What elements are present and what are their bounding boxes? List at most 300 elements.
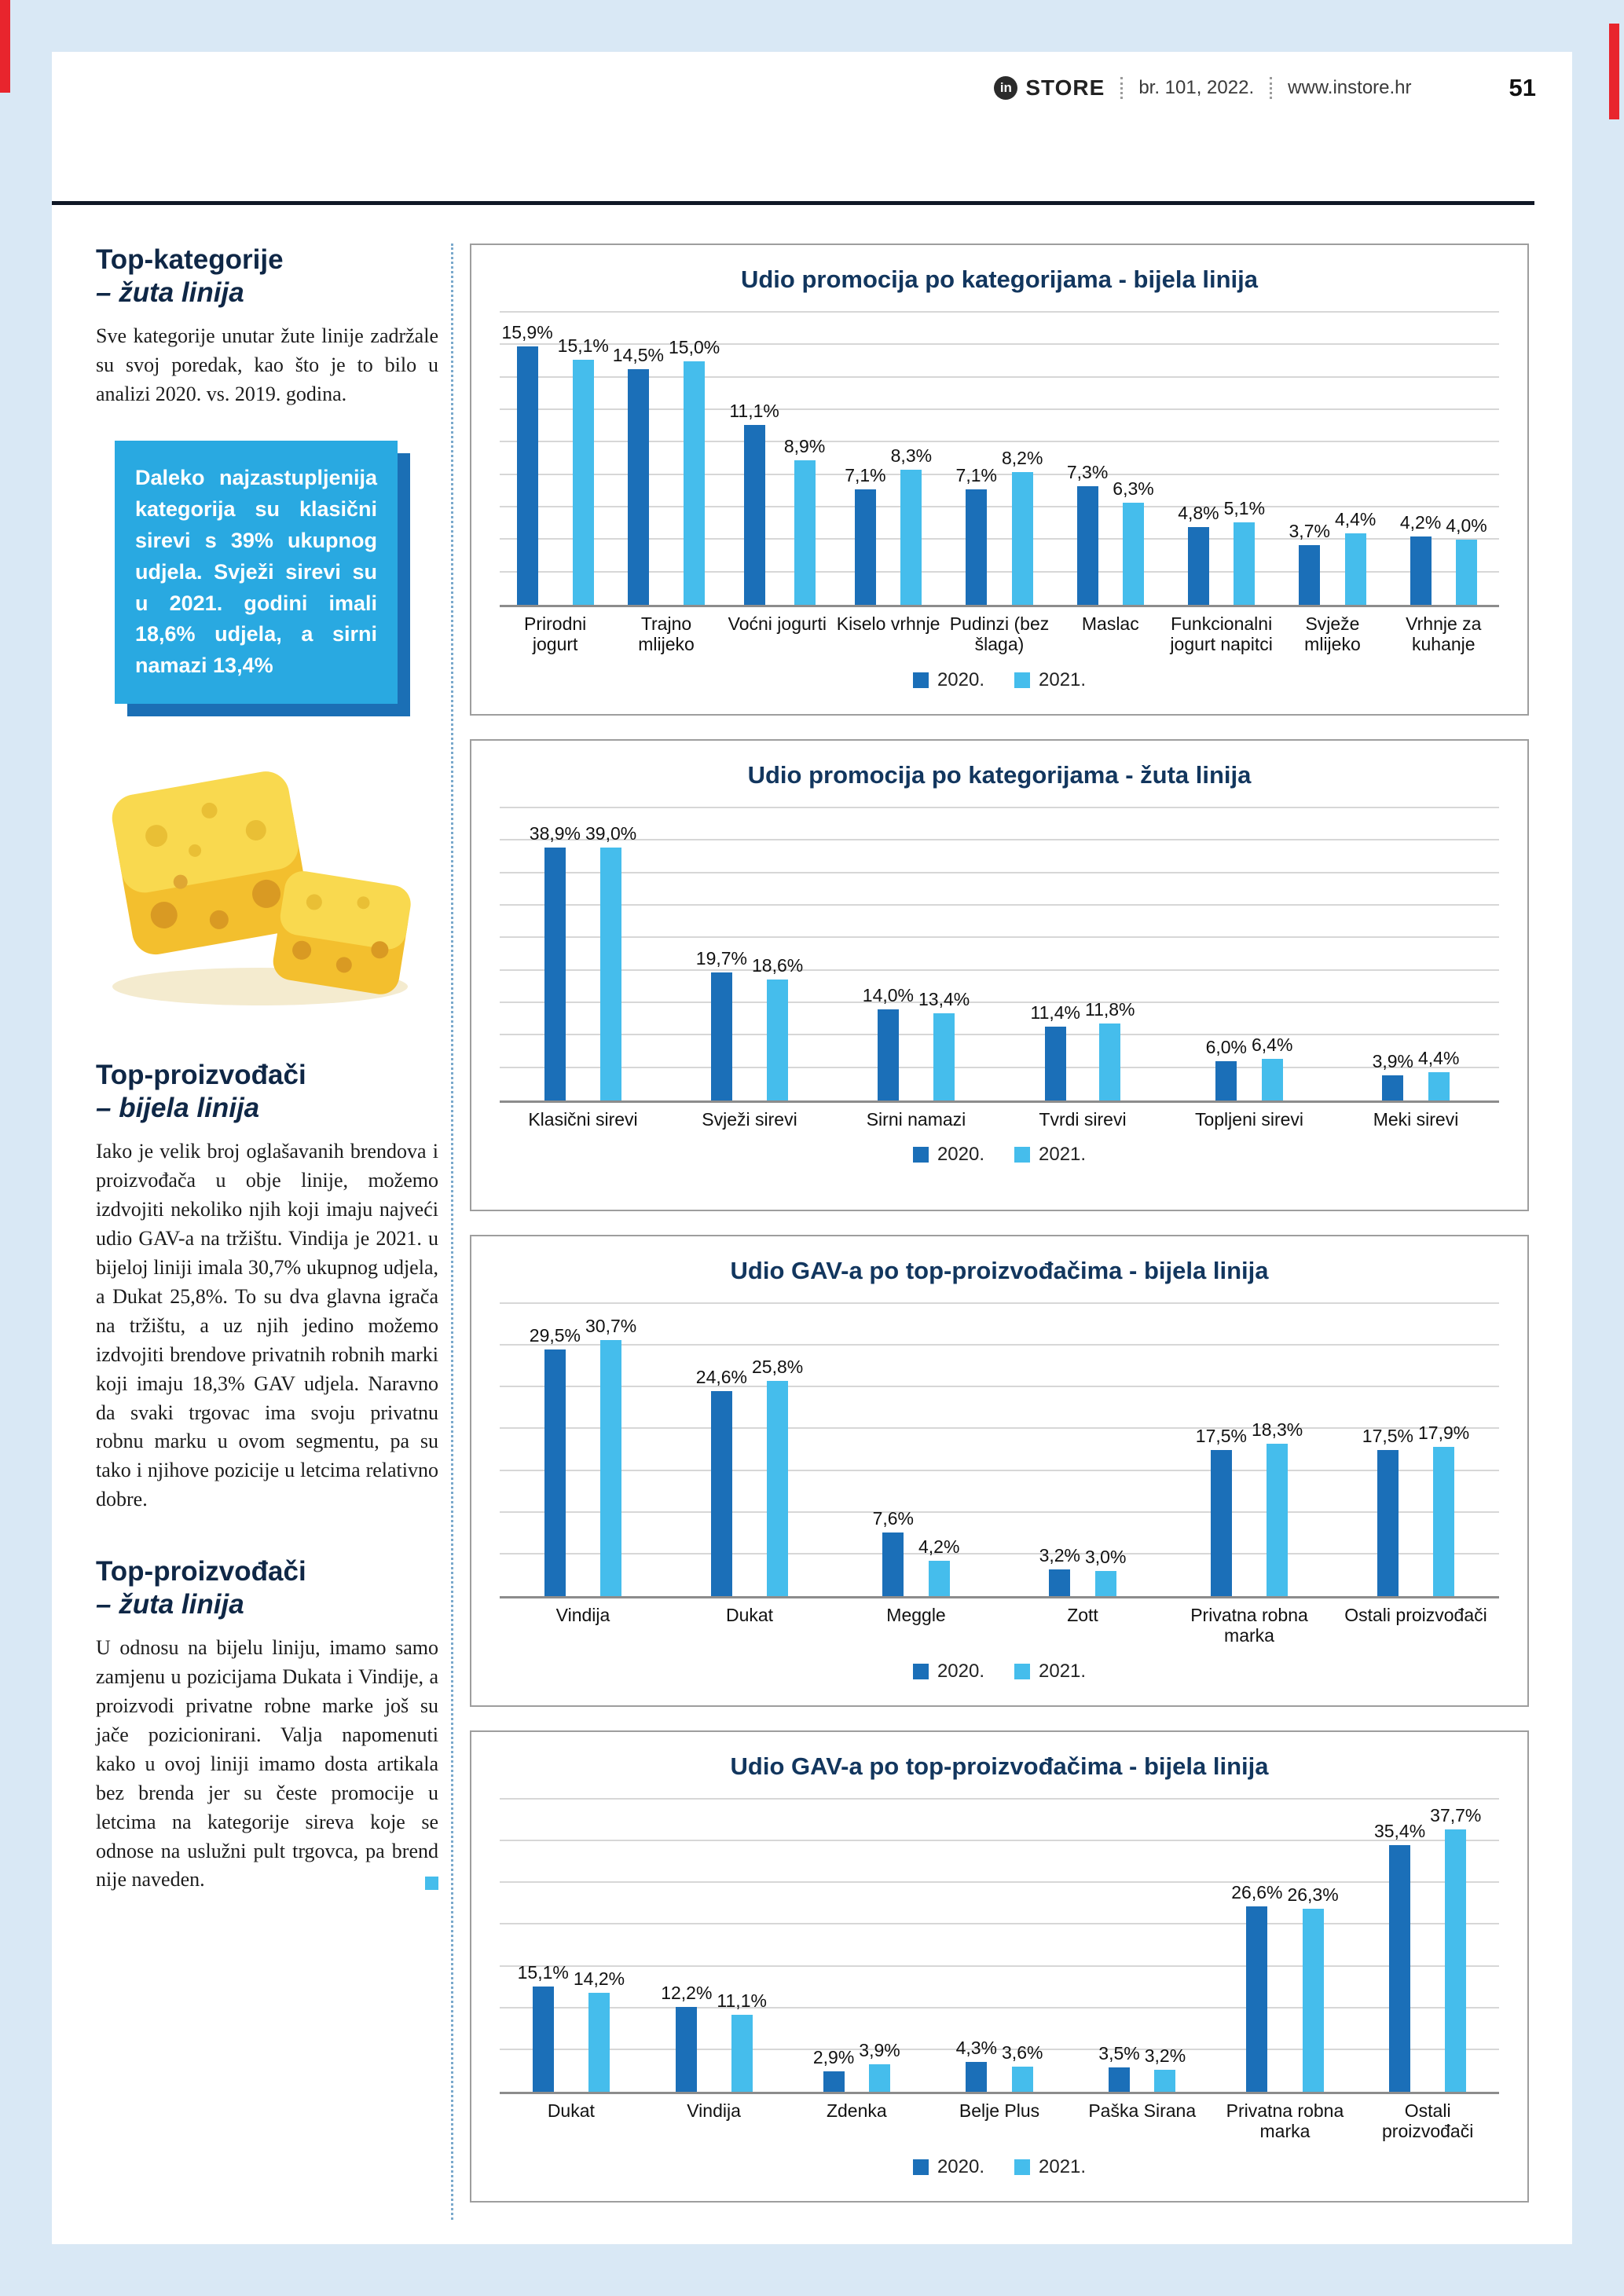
legend-item xyxy=(913,1661,984,1683)
legend-swatch xyxy=(913,1147,929,1163)
bar-2020 xyxy=(1215,1061,1237,1100)
bar-wrap xyxy=(1145,1800,1186,2092)
bar-pair xyxy=(1067,313,1154,605)
bar-pair xyxy=(501,313,608,605)
category-label: Vrhnje za kuhanje xyxy=(1406,613,1482,655)
legend-item xyxy=(1014,669,1086,691)
section-body xyxy=(96,1634,438,1895)
bar-2021 xyxy=(1012,472,1033,605)
bar-wrap xyxy=(752,808,803,1100)
bar-wrap xyxy=(1335,313,1376,605)
bar-group xyxy=(666,808,833,1100)
bar-value-label: 15,9% xyxy=(501,322,553,343)
category-label: Topljeni sirevi xyxy=(1194,1109,1304,1130)
bar-pair xyxy=(863,808,970,1100)
bar-value-label: 2,9% xyxy=(812,2047,855,2068)
section-subtitle: – žuta linija xyxy=(96,1589,244,1620)
bar-2020 xyxy=(1377,1450,1399,1596)
bar-2020 xyxy=(882,1532,904,1596)
bar-group xyxy=(785,1800,928,2092)
bar-wrap xyxy=(1289,313,1330,605)
legend-label: 2020. xyxy=(937,1144,984,1166)
bar-2020 xyxy=(628,369,649,605)
bar-wrap xyxy=(1224,313,1265,605)
bar-value-label: 8,9% xyxy=(783,436,826,457)
section-subtitle: – žuta linija xyxy=(96,277,244,308)
bar-wrap xyxy=(717,1800,767,2092)
bar-pair xyxy=(813,1800,900,2092)
bar-2020 xyxy=(1077,486,1098,605)
bar-2020 xyxy=(711,1391,732,1596)
legend-label: 2021. xyxy=(1039,1660,1087,1682)
bar-2020 xyxy=(966,489,987,605)
bar-2021 xyxy=(600,1340,621,1596)
bar-pair xyxy=(729,313,825,605)
category-label: Svježe mlijeko xyxy=(1304,613,1361,655)
bar-value-label: 12,2% xyxy=(661,1982,713,2003)
bar-value-label: 17,5% xyxy=(1362,1426,1413,1446)
bar-value-label: 6,4% xyxy=(1252,1034,1293,1056)
bar-value-label: 3,5% xyxy=(1098,2043,1140,2063)
sidebar xyxy=(96,244,438,1895)
bar-value-label: 29,5% xyxy=(529,1325,581,1346)
bar-value-label: 38,9% xyxy=(529,823,581,844)
bar-value-label: 3,6% xyxy=(1002,2042,1043,2063)
bar-pair xyxy=(1039,1304,1127,1596)
section-title: Top-proizvođači xyxy=(96,1556,306,1587)
bar-wrap xyxy=(1178,313,1219,605)
bar-group xyxy=(1166,313,1277,605)
bar-wrap xyxy=(752,1304,803,1596)
bar-2020 xyxy=(1188,527,1209,605)
section-top-proizvodjaci-zuta xyxy=(96,1555,438,1895)
chart-title: Udio promocija po kategorijama - žuta linija xyxy=(747,761,1252,789)
bar-wrap xyxy=(501,313,552,605)
bar-2020 xyxy=(966,2062,987,2092)
bar-pair xyxy=(1362,1304,1469,1596)
bar-2020 xyxy=(1211,1450,1232,1596)
legend-swatch xyxy=(1014,672,1030,688)
bar-wrap xyxy=(585,1304,636,1596)
bar-value-label: 4,2% xyxy=(918,1536,960,1558)
bar-value-label: 15,0% xyxy=(668,337,720,357)
bar-value-label: 13,4% xyxy=(918,989,970,1010)
bar-pair xyxy=(661,1800,767,2092)
legend-label: 2021. xyxy=(1039,2155,1087,2177)
chart-promocije-zuta-linija xyxy=(470,739,1529,1211)
bar-group xyxy=(643,1800,786,2092)
chart-legend xyxy=(471,1661,1527,1683)
category-label: Tvrdi sirevi xyxy=(1039,1109,1127,1130)
bar-value-label: 6,3% xyxy=(1113,478,1154,499)
bar-2021 xyxy=(573,360,594,605)
bar-2020 xyxy=(823,2071,845,2092)
bar-pair xyxy=(845,313,932,605)
bar-value-label: 8,3% xyxy=(890,445,933,467)
bar-value-label: 14,2% xyxy=(573,1968,625,1990)
bar-2021 xyxy=(731,2015,753,2092)
bar-wrap xyxy=(1002,313,1043,605)
bar-2021 xyxy=(1099,1023,1120,1100)
bar-value-label: 6,0% xyxy=(1205,1037,1247,1058)
bars-row xyxy=(500,1800,1499,2092)
legend-swatch xyxy=(913,2159,929,2175)
category-label: Sirni namazi xyxy=(866,1109,966,1130)
bar-2021 xyxy=(794,460,816,605)
bar-wrap xyxy=(1206,808,1247,1100)
category-label: Ostali proizvođači xyxy=(1344,1605,1487,1625)
bar-2021 xyxy=(1456,540,1477,605)
bar-pair xyxy=(1374,1800,1481,2092)
bar-2020 xyxy=(744,425,765,605)
category-label: Trajno mlijeko xyxy=(638,613,695,655)
bar-wrap xyxy=(1362,1304,1413,1596)
category-label: Privatna robna marka xyxy=(1226,2100,1344,2142)
end-of-article-marker xyxy=(425,1877,438,1890)
bar-2020 xyxy=(1109,2067,1130,2092)
bar-2020 xyxy=(1299,545,1320,605)
legend-swatch xyxy=(1014,1147,1030,1163)
bar-wrap xyxy=(1231,1800,1282,2092)
legend-label: 2021. xyxy=(1039,668,1087,690)
section-body: Iako je velik broj oglašavanih brendova i proizvođača u obje linije, možemo izdvojiti nekoliko njih koji imaju najveći udio GAV-a na tržištu. Vindija je 2021. u bijeloj liniji imala 30,7% ukupnog udjela, a Dukat 25,8%. To su dva glavna igrača na tržištu, a uz njih jedino možemo izdvojiti brendove privatnih robnih marki koji imaju 18,3% GAV udjela. Naravno da svaki trgovac ima svoju privatnu robnu marku u ovom segmentu, pa su tako i njihove pozicije u letcima relativno dobre. xyxy=(96,1140,438,1511)
chart-legend xyxy=(471,2156,1527,2178)
chart-category-axis xyxy=(500,613,1499,655)
category-label: Klasični sirevi xyxy=(528,1109,638,1130)
chart-plot-area xyxy=(500,1800,1499,2094)
chart-legend xyxy=(471,669,1527,691)
bar-group xyxy=(1166,1304,1333,1596)
category-label: Vindija xyxy=(687,2100,741,2121)
bar-value-label: 17,5% xyxy=(1195,1426,1247,1446)
category-label: Svježi sirevi xyxy=(702,1109,797,1130)
bars-row xyxy=(500,808,1499,1100)
bar-group xyxy=(722,313,833,605)
bar-2020 xyxy=(544,848,566,1100)
bar-pair xyxy=(1373,808,1460,1100)
issue-number: br. 101, 2022. xyxy=(1138,77,1255,98)
red-accent-right xyxy=(1609,24,1619,119)
category-label: Zdenka xyxy=(826,2100,887,2121)
bar-2021 xyxy=(933,1013,955,1100)
bar-value-label: 4,4% xyxy=(1418,1047,1460,1068)
bar-pair xyxy=(1289,313,1377,605)
bar-2020 xyxy=(855,489,876,605)
bar-2021 xyxy=(1123,503,1144,605)
bar-2020 xyxy=(1246,1906,1267,2092)
bar-value-label: 3,0% xyxy=(1085,1547,1127,1568)
bar-pair xyxy=(696,1304,803,1596)
bar-value-label: 25,8% xyxy=(752,1356,804,1377)
bars-row xyxy=(500,313,1499,605)
bar-wrap xyxy=(1400,313,1441,605)
category-label: Privatna robna marka xyxy=(1190,1605,1308,1646)
legend-item xyxy=(1014,1144,1086,1166)
logo-text: STORE xyxy=(1025,75,1105,100)
bar-2021 xyxy=(1012,2067,1033,2092)
bar-group xyxy=(500,808,666,1100)
bar-pair xyxy=(1206,808,1293,1100)
section-title: Top-kategorije xyxy=(96,244,284,275)
bar-wrap xyxy=(613,313,664,605)
bar-wrap xyxy=(518,1800,569,2092)
bar-value-label: 15,1% xyxy=(517,1962,569,1983)
bar-value-label: 11,1% xyxy=(717,1990,767,2011)
category-label: Kiselo vrhnje xyxy=(836,613,940,634)
bar-wrap xyxy=(1067,313,1108,605)
bar-2021 xyxy=(588,1993,610,2092)
page-header xyxy=(52,74,1536,102)
bar-group xyxy=(610,313,721,605)
chart-plot-area xyxy=(500,808,1499,1103)
bar-value-label: 3,9% xyxy=(859,2040,900,2061)
bar-pair xyxy=(873,1304,960,1596)
bar-2021 xyxy=(1433,1447,1454,1596)
bar-value-label: 7,1% xyxy=(845,465,886,486)
category-label: Funkcionalni jogurt napitci xyxy=(1170,613,1273,655)
bar-pair xyxy=(1400,313,1487,605)
bar-2021 xyxy=(1445,1829,1466,2092)
bar-value-label: 4,4% xyxy=(1334,509,1377,530)
bar-wrap xyxy=(918,1304,959,1596)
bar-pair xyxy=(1196,1304,1303,1596)
bar-wrap xyxy=(1030,808,1080,1100)
bar-wrap xyxy=(1373,808,1413,1100)
chart-category-axis xyxy=(500,1109,1499,1130)
red-accent-left xyxy=(0,0,10,93)
section-body: Sve kategorije unutar žute linije zadržale su svoj poredak, kao što je to bilo u analizi 2020. vs. 2019. godina. xyxy=(96,324,438,405)
bar-wrap xyxy=(696,808,747,1100)
chart-title: Udio GAV-a po top-proizvođačima - bijela linija xyxy=(730,1257,1269,1284)
bar-2021 xyxy=(1345,533,1366,605)
bar-wrap xyxy=(891,313,932,605)
bar-pair xyxy=(613,313,720,605)
bar-wrap xyxy=(1002,1800,1043,2092)
bar-group xyxy=(833,313,944,605)
bar-wrap xyxy=(574,1800,625,2092)
cheese-illustration xyxy=(99,745,423,1009)
chart-plot-area xyxy=(500,313,1499,607)
bar-group xyxy=(944,313,1054,605)
bar-wrap xyxy=(1085,1304,1126,1596)
bar-2020 xyxy=(533,1987,554,2092)
category-label: Dukat xyxy=(547,2100,595,2121)
bar-pair xyxy=(530,808,636,1100)
legend-swatch xyxy=(913,1664,929,1679)
legend-item xyxy=(913,1144,984,1166)
bar-wrap xyxy=(1252,1304,1303,1596)
chart-gav-bijela-linija xyxy=(470,1235,1529,1707)
bar-pair xyxy=(956,313,1043,605)
bar-group xyxy=(1214,1800,1357,2092)
bar-2021 xyxy=(1154,2070,1175,2092)
bar-wrap xyxy=(1252,808,1292,1100)
category-label: Pudinzi (bez šlaga) xyxy=(949,613,1050,655)
bar-group xyxy=(1277,313,1388,605)
bar-pair xyxy=(956,1800,1043,2092)
bar-wrap xyxy=(558,313,609,605)
column-divider xyxy=(451,244,453,2220)
section-title: Top-proizvođači xyxy=(96,1060,306,1091)
legend-swatch xyxy=(913,672,929,688)
chart-promocije-bijela-linija xyxy=(470,244,1529,716)
bar-value-label: 14,5% xyxy=(612,345,664,366)
bar-2021 xyxy=(1267,1444,1288,1597)
bar-pair xyxy=(530,1304,636,1596)
chart-plot-area xyxy=(500,1304,1499,1598)
chart-category-axis xyxy=(500,2100,1499,2142)
instore-logo-icon: in xyxy=(994,76,1017,100)
bar-pair xyxy=(518,1800,625,2092)
bar-2020 xyxy=(1382,1075,1403,1100)
bar-value-label: 24,6% xyxy=(695,1366,747,1387)
charts-column xyxy=(470,244,1529,2203)
bar-value-label: 18,3% xyxy=(1252,1419,1303,1440)
bar-value-label: 3,2% xyxy=(1039,1545,1080,1565)
bar-group xyxy=(833,1304,999,1596)
bar-pair xyxy=(1178,313,1265,605)
bar-group xyxy=(1055,313,1166,605)
legend-item xyxy=(1014,2156,1086,2178)
bar-wrap xyxy=(661,1800,712,2092)
legend-label: 2020. xyxy=(937,1660,984,1682)
bar-value-label: 17,9% xyxy=(1418,1422,1470,1443)
bar-wrap xyxy=(813,1800,854,2092)
bar-wrap xyxy=(956,1800,997,2092)
legend-item xyxy=(913,2156,984,2178)
bar-group xyxy=(1071,1800,1214,2092)
instore-logo xyxy=(994,75,1105,101)
bar-value-label: 11,1% xyxy=(729,400,779,421)
category-label: Belje Plus xyxy=(959,2100,1040,2121)
bar-2020 xyxy=(1389,1845,1410,2092)
section-body-text: U odnosu na bijelu liniju, imamo samo zamjenu u pozicijama Dukata i Vindije, a proizvodi privatne robne marke još su jače pozicionirani. Valja napomenuti kako u ovoj liniji imamo dosta artikala bez brenda jer su česte promocije u letcima na kategorije sireva koje se odnose na uslužni pult trgovca, pa brend nije naveden. xyxy=(96,1636,438,1891)
bar-pair xyxy=(1030,808,1135,1100)
bar-group xyxy=(1356,1800,1499,2092)
bar-value-label: 35,4% xyxy=(1373,1821,1426,1842)
bar-value-label: 7,3% xyxy=(1066,462,1109,483)
bar-wrap xyxy=(1374,1800,1425,2092)
legend-item xyxy=(913,669,984,691)
bar-2021 xyxy=(900,470,922,605)
bar-value-label: 26,6% xyxy=(1231,1882,1283,1903)
bar-value-label: 15,1% xyxy=(557,335,609,356)
bar-value-label: 30,7% xyxy=(585,1315,637,1336)
category-label: Maslac xyxy=(1081,613,1139,634)
bar-value-label: 7,1% xyxy=(955,465,997,486)
legend-item xyxy=(1014,1661,1086,1683)
page-number: 51 xyxy=(1509,74,1536,101)
header-rule xyxy=(52,201,1534,205)
bar-2020 xyxy=(544,1349,566,1596)
bar-value-label: 3,2% xyxy=(1144,2045,1186,2066)
category-label: Voćni jogurti xyxy=(728,613,827,634)
bar-2020 xyxy=(517,346,538,605)
bar-wrap xyxy=(1430,1800,1481,2092)
bar-value-label: 7,6% xyxy=(872,1508,914,1529)
bar-group xyxy=(1333,1304,1499,1596)
bar-group xyxy=(999,808,1166,1100)
bar-group xyxy=(999,1304,1166,1596)
bar-2021 xyxy=(1095,1571,1116,1596)
bar-value-label: 14,0% xyxy=(862,985,914,1006)
bar-value-label: 18,6% xyxy=(752,955,804,976)
bar-wrap xyxy=(918,808,970,1100)
category-label: Meki sirevi xyxy=(1373,1109,1459,1130)
bar-group xyxy=(1333,808,1499,1100)
bar-value-label: 37,7% xyxy=(1430,1805,1482,1826)
bar-2021 xyxy=(1428,1072,1450,1100)
bar-2020 xyxy=(711,972,732,1100)
category-label: Zott xyxy=(1067,1605,1098,1625)
bar-group xyxy=(500,1800,643,2092)
bar-wrap xyxy=(1287,1800,1338,2092)
bar-wrap xyxy=(530,808,581,1100)
bar-wrap xyxy=(956,313,997,605)
bar-wrap xyxy=(1085,808,1135,1100)
bar-wrap xyxy=(863,808,914,1100)
bar-2021 xyxy=(684,361,705,605)
bar-value-label: 39,0% xyxy=(585,822,637,844)
bar-wrap xyxy=(873,1304,914,1596)
bar-value-label: 26,3% xyxy=(1287,1884,1339,1906)
legend-swatch xyxy=(1014,1664,1030,1679)
bar-2020 xyxy=(1045,1027,1066,1100)
bar-2021 xyxy=(929,1561,950,1596)
chart-category-axis xyxy=(500,1605,1499,1646)
bar-2021 xyxy=(767,1381,788,1596)
bar-wrap xyxy=(1418,808,1459,1100)
bar-wrap xyxy=(729,313,779,605)
website-url: www.instore.hr xyxy=(1288,77,1412,98)
bar-2020 xyxy=(878,1009,899,1100)
bar-wrap xyxy=(1039,1304,1080,1596)
bar-group xyxy=(500,1304,666,1596)
bar-group xyxy=(1388,313,1499,605)
category-label: Prirodni jogurt xyxy=(524,613,587,655)
section-top-kategorije xyxy=(96,244,438,409)
legend-label: 2020. xyxy=(937,2155,984,2177)
bar-2020 xyxy=(1049,1569,1070,1596)
legend-swatch xyxy=(1014,2159,1030,2175)
chart-title: Udio promocija po kategorijama - bijela linija xyxy=(740,265,1259,293)
bar-group xyxy=(928,1800,1071,2092)
bar-2020 xyxy=(676,2007,697,2092)
header-separator xyxy=(1270,77,1272,99)
bar-pair xyxy=(1098,1800,1186,2092)
category-label: Dukat xyxy=(725,1605,774,1625)
bar-2021 xyxy=(1234,522,1255,605)
chart-legend xyxy=(471,1144,1527,1166)
bar-wrap xyxy=(1196,1304,1247,1596)
bar-value-label: 3,7% xyxy=(1289,520,1330,541)
bar-value-label: 4,0% xyxy=(1446,515,1487,536)
header-separator xyxy=(1120,77,1123,99)
bar-value-label: 4,2% xyxy=(1399,512,1442,533)
bar-value-label: 3,9% xyxy=(1372,1050,1413,1071)
bar-pair xyxy=(1231,1800,1338,2092)
bar-wrap xyxy=(1113,313,1153,605)
legend-label: 2021. xyxy=(1039,1144,1087,1166)
bar-wrap xyxy=(784,313,825,605)
category-label: Vindija xyxy=(555,1605,610,1625)
bar-wrap xyxy=(845,313,885,605)
category-label: Meggle xyxy=(886,1605,946,1625)
category-label: Ostali proizvođači xyxy=(1382,2100,1474,2142)
bar-value-label: 4,3% xyxy=(955,2037,998,2058)
bar-wrap xyxy=(859,1800,900,2092)
bar-value-label: 19,7% xyxy=(695,948,747,969)
